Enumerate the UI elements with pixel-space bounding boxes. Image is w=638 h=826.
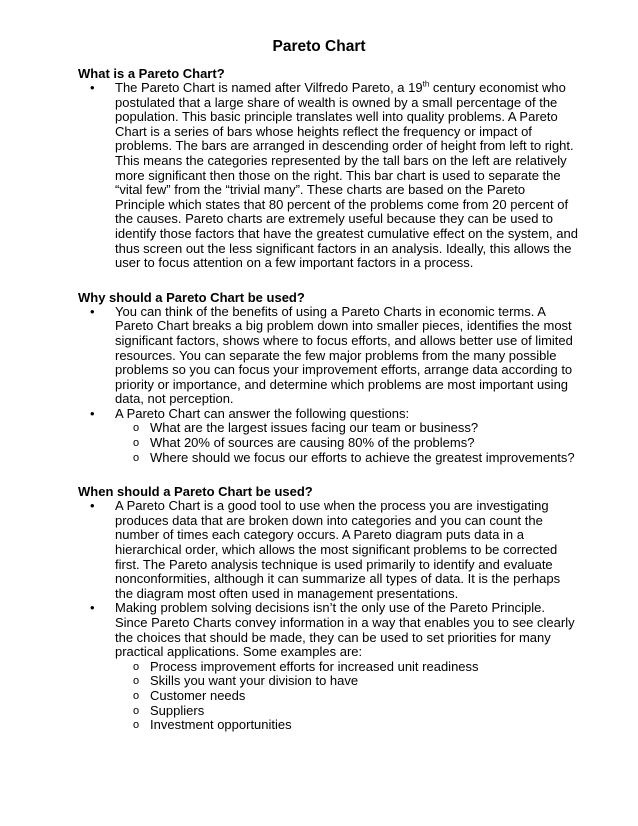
- bullet-glyph: •: [90, 498, 95, 514]
- sub-bullet-text: Customer needs: [150, 687, 246, 703]
- sub-bullet-glyph: o: [133, 704, 140, 717]
- sub-bullet-glyph: o: [133, 689, 140, 702]
- bullet-glyph: •: [90, 405, 95, 421]
- sub-bullet-item: [78, 718, 578, 733]
- bullet-item: [78, 407, 578, 465]
- bullet-text: A Pareto Chart is a good tool to use when the process you are investigating produces data that are broken down into categories and you can count the number of times each category occurs. A Pareto diagram puts data in a hierarchical order, which allows the most significant problems to be corrected first. The Pareto analysis technique is used primarily to identify and evaluate nonconformities, although it can summarize all types of data. It is the perhaps the diagram most often used in management presentations.: [115, 498, 561, 601]
- sub-bullet-text: Where should we focus our efforts to achieve the greatest improvements?: [150, 449, 575, 465]
- bullet-glyph: •: [90, 600, 95, 616]
- sub-bullet-item: [78, 451, 578, 466]
- bullet-item: [78, 305, 578, 407]
- sub-bullet-text: What 20% of sources are causing 80% of the problems?: [150, 435, 475, 451]
- document-body: [78, 66, 578, 752]
- bullet-list: [78, 305, 578, 466]
- sub-bullet-list: [115, 421, 578, 465]
- superscript-th: th: [422, 79, 430, 89]
- section-heading: When should a Pareto Chart be used?: [78, 484, 313, 500]
- sub-bullet-item: [78, 436, 578, 451]
- sub-bullet-item: [78, 660, 578, 675]
- section-heading: What is a Pareto Chart?: [78, 66, 225, 81]
- bullet-item: [78, 601, 578, 732]
- sub-bullet-glyph: o: [133, 451, 140, 464]
- bullet-text-post: century economist who postulated that a large share of wealth is owned by a small percentage of the population. This basic principle translates well into quality problems. A Pareto Chart is a series of bars whose heights reflect the frequency or impact of problems. The bars are arranged in descending order of height from left to right. This means the categories represented by the tall bars on the left are relatively more significant then those on the right. This bar chart is used to separate the “vital few” from the “trivial many”. These charts are based on the Pareto Principle which states that 80 percent of the problems come from 20 percent of the causes. Pareto charts are extremely useful because they can be used to identify those factors that have the greatest cumulative effect on the system, and thus screen out the less significant factors in an analysis. Ideally, this allows the user to focus attention on a few important factors in a process.: [115, 80, 578, 271]
- section-what-is: [78, 66, 578, 271]
- bullet-text: A Pareto Chart can answer the following questions:: [115, 405, 410, 421]
- sub-bullet-glyph: o: [133, 437, 140, 450]
- bullet-glyph: •: [90, 303, 95, 319]
- sub-bullet-text: What are the largest issues facing our team or business?: [150, 420, 479, 436]
- sub-bullet-text: Investment opportunities: [150, 717, 292, 733]
- bullet-item: [78, 81, 578, 271]
- section-heading: Why should a Pareto Chart be used?: [78, 289, 305, 305]
- bullet-list: [78, 81, 578, 271]
- sub-bullet-glyph: o: [133, 660, 140, 673]
- sub-bullet-text: Skills you want your division to have: [150, 673, 359, 689]
- section-why: [78, 290, 578, 466]
- bullet-list: [78, 499, 578, 733]
- sub-bullet-item: [78, 421, 578, 436]
- bullet-text: Making problem solving decisions isn’t the only use of the Pareto Principle. Since Pareto Charts convey information in a way that enables you to see clearly the choices that should be made, they can be used to set priorities for many practical applications. Some examples are:: [115, 600, 575, 660]
- page-title: Pareto Chart: [272, 38, 366, 55]
- sub-bullet-list: [115, 660, 578, 733]
- sub-bullet-glyph: o: [133, 422, 140, 435]
- sub-bullet-glyph: o: [133, 675, 140, 688]
- section-when: [78, 484, 578, 733]
- sub-bullet-text: Process improvement efforts for increased unit readiness: [150, 658, 479, 674]
- sub-bullet-text: Suppliers: [150, 702, 205, 718]
- bullet-item: [78, 499, 578, 601]
- sub-bullet-item: [78, 704, 578, 719]
- sub-bullet-item: [78, 689, 578, 704]
- sub-bullet-glyph: o: [133, 719, 140, 732]
- sub-bullet-item: [78, 674, 578, 689]
- bullet-glyph: •: [90, 80, 95, 95]
- bullet-text: You can think of the benefits of using a Pareto Charts in economic terms. A Pareto Chart breaks a big problem down into smaller pieces, identifies the most significant factors, shows where to focus efforts, and allows better use of limited resources. You can separate the few major problems from the many possible problems so you can focus your improvement efforts, arrange data according to priority or importance, and determine which problems are most important using data, not perception.: [115, 303, 573, 407]
- bullet-text-pre: The Pareto Chart is named after Vilfredo Pareto, a 19: [115, 80, 423, 95]
